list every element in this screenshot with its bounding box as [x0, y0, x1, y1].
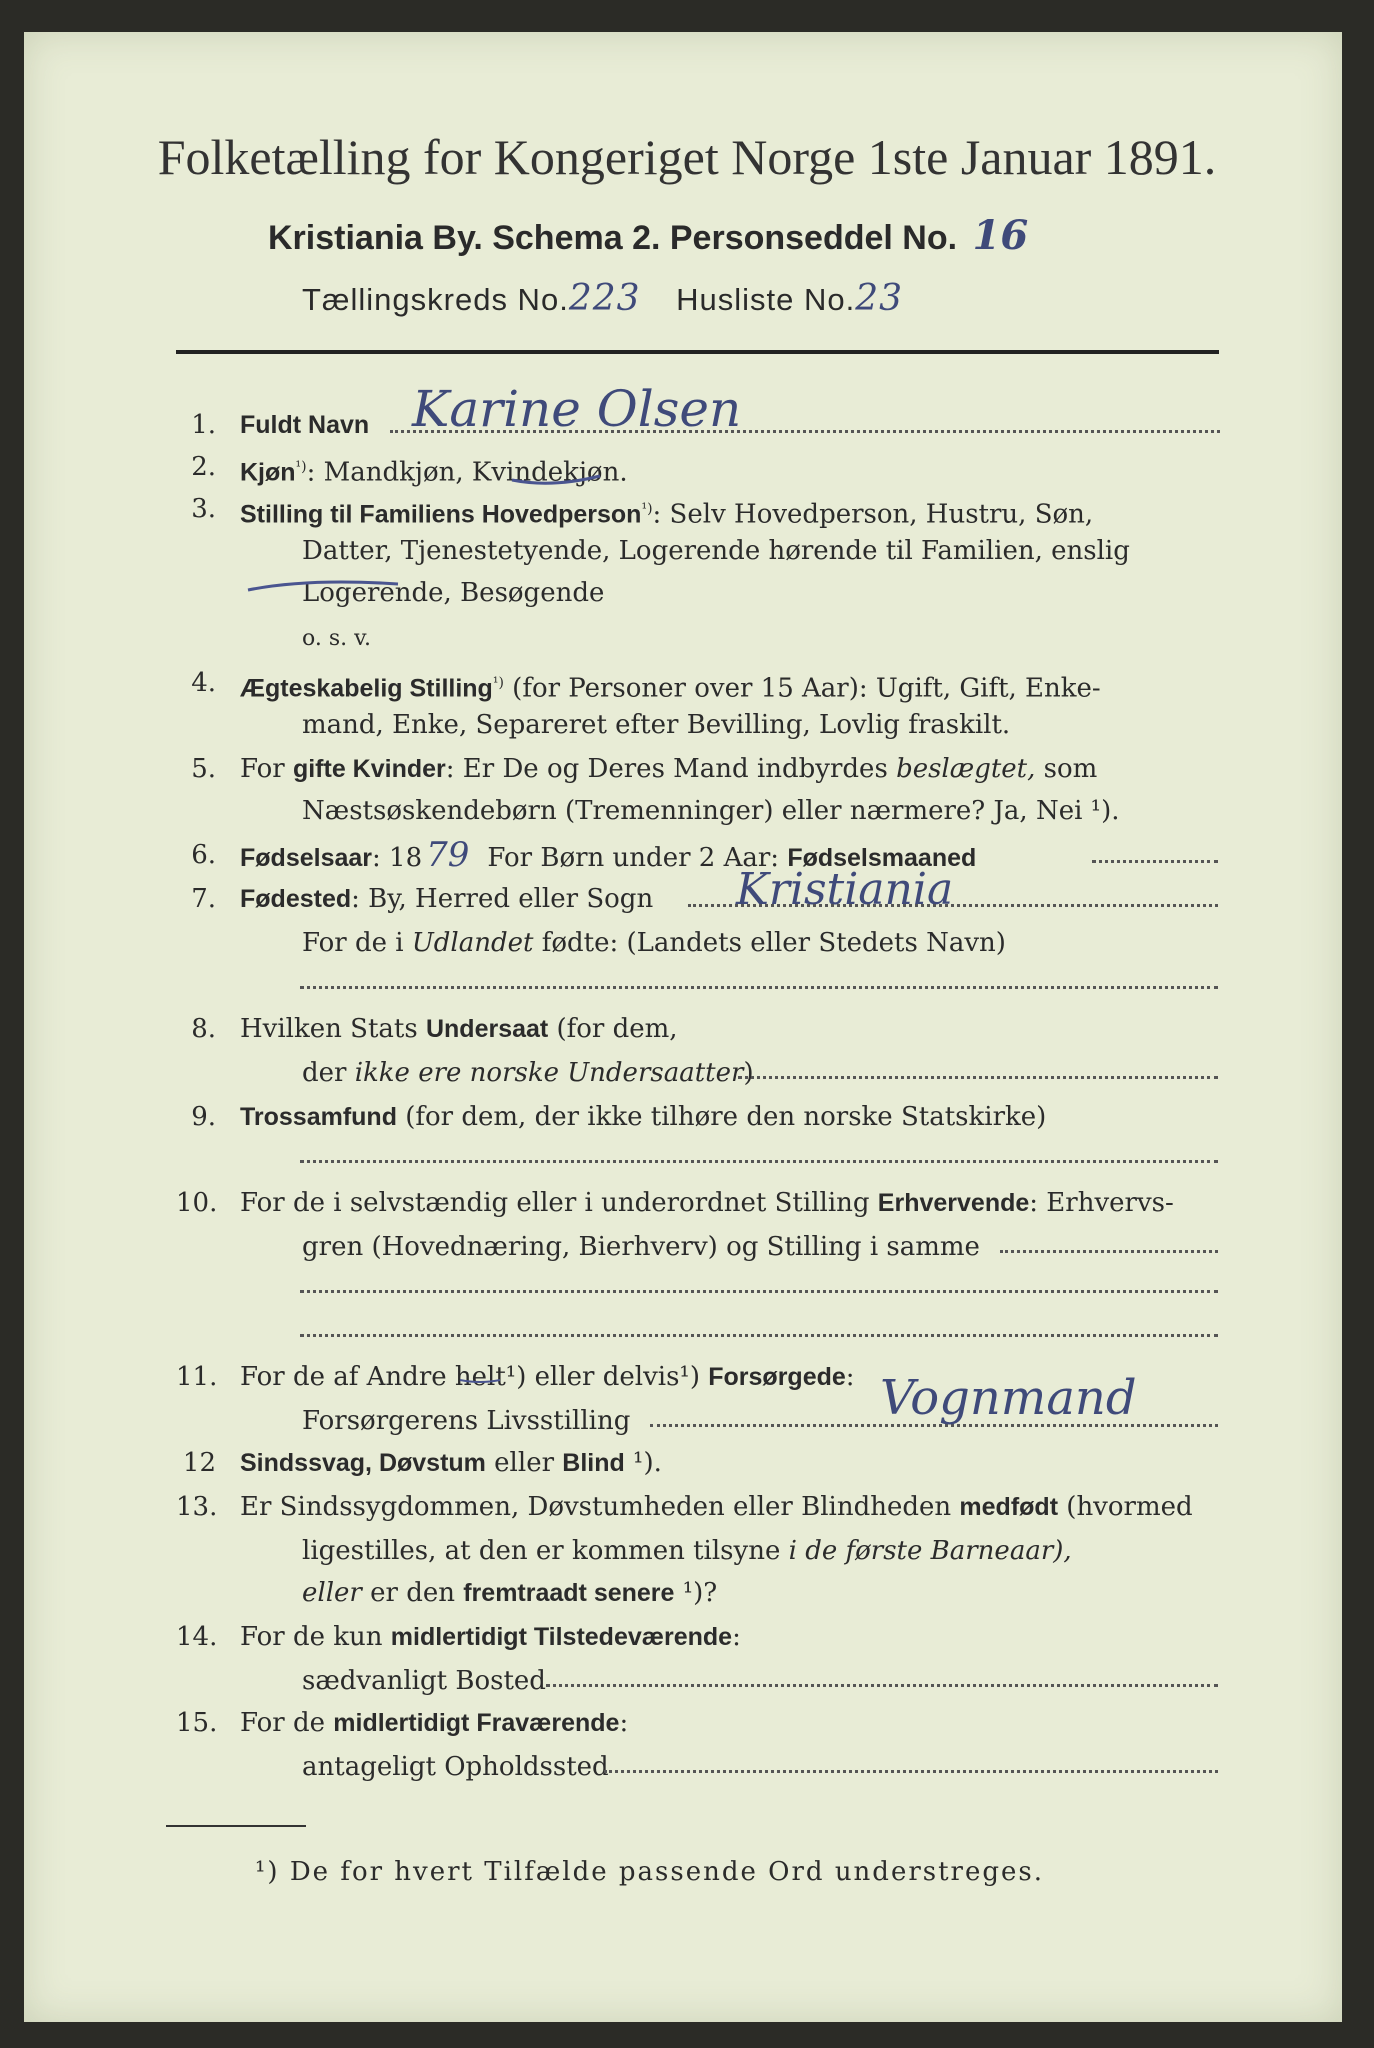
item-label: Erhvervende: [877, 1189, 1030, 1217]
item-text: : By, Herred eller Sogn: [351, 884, 654, 914]
item-text: fødte: (Landets eller Stedets Navn): [533, 928, 1006, 958]
item-text: Er Sindssygdommen, Døvstumheden eller Blindheden: [240, 1492, 960, 1522]
item-text-line4: o. s. v.: [302, 626, 371, 651]
item-text-line2: sædvanligt Bosted: [302, 1666, 546, 1696]
item-text: som: [1035, 754, 1098, 784]
footnote-ref: ¹): [641, 501, 653, 517]
item-text: (for dem, der ikke tilhøre den norske Statskirke): [396, 1102, 1047, 1132]
item-number: 14.: [176, 1622, 218, 1652]
item-text-line2: Datter, Tjenestetyende, Logerende hørende til Familien, enslig: [302, 536, 1130, 566]
item-text: For: [240, 754, 293, 784]
item-text: : Mandkjøn, Kvindekjøn.: [306, 457, 628, 488]
item-number: 7.: [191, 884, 216, 914]
item-number: 2.: [191, 452, 216, 482]
item-text-line2: mand, Enke, Separeret efter Bevilling, Lovlig fraskilt.: [302, 710, 1011, 740]
handwritten-provider-occupation: Vognmand: [880, 1370, 1137, 1426]
item-text-line2: Næstsøskendebørn (Tremenninger) eller nærmere? Ja, Nei ¹).: [302, 796, 1120, 826]
item-label: medfødt: [959, 1493, 1059, 1521]
item-label: midlertidigt Tilstedeværende: [390, 1623, 733, 1651]
item-number: 5.: [191, 754, 216, 784]
item-number: 8.: [191, 1014, 216, 1044]
item-text-line2: Forsørgerens Livsstilling: [302, 1406, 631, 1436]
item-number: 11.: [176, 1362, 218, 1392]
item-text: eller: [485, 1448, 563, 1478]
item-text: For Børn under 2 Aar:: [487, 843, 788, 873]
item-number: 10.: [176, 1188, 218, 1218]
item-label: Fuldt Navn: [240, 411, 370, 439]
item-text: : Er De og Deres Mand indbyrdes: [445, 754, 897, 784]
item-label: Ægteskabelig Stilling: [240, 674, 493, 703]
item-text: er den: [361, 1578, 464, 1608]
item-label: Fødselsaar: [240, 844, 373, 872]
item-label: Stilling til Familiens Hovedperson: [240, 500, 642, 529]
item-label: Fødested: [240, 885, 352, 913]
item-text: For de i: [302, 928, 412, 958]
form-title: Folketælling for Kongeriget Norge 1ste Januar 1891.: [157, 129, 1217, 185]
item-number: 1.: [191, 410, 216, 440]
item-text: For de: [240, 1708, 334, 1738]
item-label: Kjøn: [240, 458, 296, 487]
item-text: For de i selvstændig eller i underordnet Stilling: [240, 1188, 878, 1218]
item-text: : Erhvervs-: [1029, 1188, 1174, 1218]
item-number: 6.: [191, 840, 216, 870]
husliste-number: 23: [855, 278, 904, 319]
item-text-line2: gren (Hovednæring, Bierhverv) og Stilling i samme: [302, 1232, 980, 1262]
item-text: (hvormed: [1058, 1492, 1193, 1522]
item-text-line3: Logerende, Besøgende: [302, 578, 605, 608]
handwritten-name: Karine Olsen: [412, 380, 742, 438]
item-text: der: [302, 1058, 355, 1088]
item-label: Fødselsmaaned: [787, 844, 977, 872]
item-label: Trossamfund: [240, 1103, 397, 1131]
item-label: Sindssvag, Døvstum: [240, 1449, 486, 1477]
footnote: ¹) De for hvert Tilfælde passende Ord understreges.: [255, 1857, 1045, 1887]
item-label: gifte Kvinder: [292, 755, 446, 783]
footnote-ref: ¹): [492, 675, 504, 691]
item-text: :: [845, 1362, 855, 1392]
footnote-ref: ¹): [295, 459, 307, 475]
item-italic: Udlandet: [411, 928, 534, 958]
item-text: :: [619, 1708, 629, 1738]
item-italic: beslægtet,: [896, 754, 1036, 784]
kreds-label: Tællingskreds No.: [302, 282, 569, 317]
item-text: : 18: [372, 843, 423, 873]
item-text: ¹)?: [674, 1578, 718, 1608]
item-label: Undersaat: [425, 1015, 549, 1043]
item-number: 15.: [176, 1708, 218, 1738]
item-text: ligestilles, at den er kommen tilsyne: [302, 1536, 789, 1566]
item-number: 4.: [191, 668, 216, 698]
item-number: 13.: [176, 1492, 218, 1522]
item-text: (for Personer over 15 Aar): Ugift, Gift, Enke-: [503, 673, 1101, 704]
item-text: :: [732, 1622, 741, 1652]
item-label: fremtraadt senere: [463, 1579, 675, 1607]
schema-prefix: Kristiania By. Schema 2. Personseddel No.: [268, 219, 958, 257]
item-italic: eller: [302, 1578, 362, 1608]
item-number: 9.: [191, 1102, 216, 1132]
item-label: Forsørgede: [708, 1363, 846, 1391]
item-text: ¹).: [624, 1448, 662, 1478]
handwritten-birth-year: 79: [426, 835, 470, 875]
item-label: Blind: [562, 1449, 625, 1477]
underline-logerende: [248, 582, 398, 590]
item-text: (for dem,: [548, 1014, 678, 1044]
item-label: midlertidigt Fraværende: [333, 1709, 620, 1737]
item-text: : Selv Hovedperson, Hustru, Søn,: [652, 499, 1094, 530]
item-text: For de af Andre helt¹) eller delvis¹): [240, 1362, 709, 1392]
item-number: 12: [182, 1448, 216, 1478]
footnote-rule: [166, 1825, 306, 1827]
item-number: 3.: [191, 494, 216, 524]
item-text: Hvilken Stats: [240, 1014, 426, 1044]
item-text: ): [743, 1058, 754, 1088]
item-text-line2: antageligt Opholdssted: [302, 1752, 609, 1782]
husliste-label: Husliste No.: [676, 282, 856, 317]
item-italic: ikke ere norske Undersaatter: [354, 1058, 744, 1088]
item-text: For de kun: [240, 1622, 391, 1652]
personseddel-number: 16: [972, 212, 1029, 259]
underline-kvindekjon: [512, 476, 600, 483]
item-italic: i de første Barneaar),: [788, 1536, 1072, 1566]
underline-helt: [460, 1380, 500, 1382]
handwritten-birthplace: Kristiania: [736, 864, 954, 915]
kreds-number: 223: [568, 278, 641, 319]
